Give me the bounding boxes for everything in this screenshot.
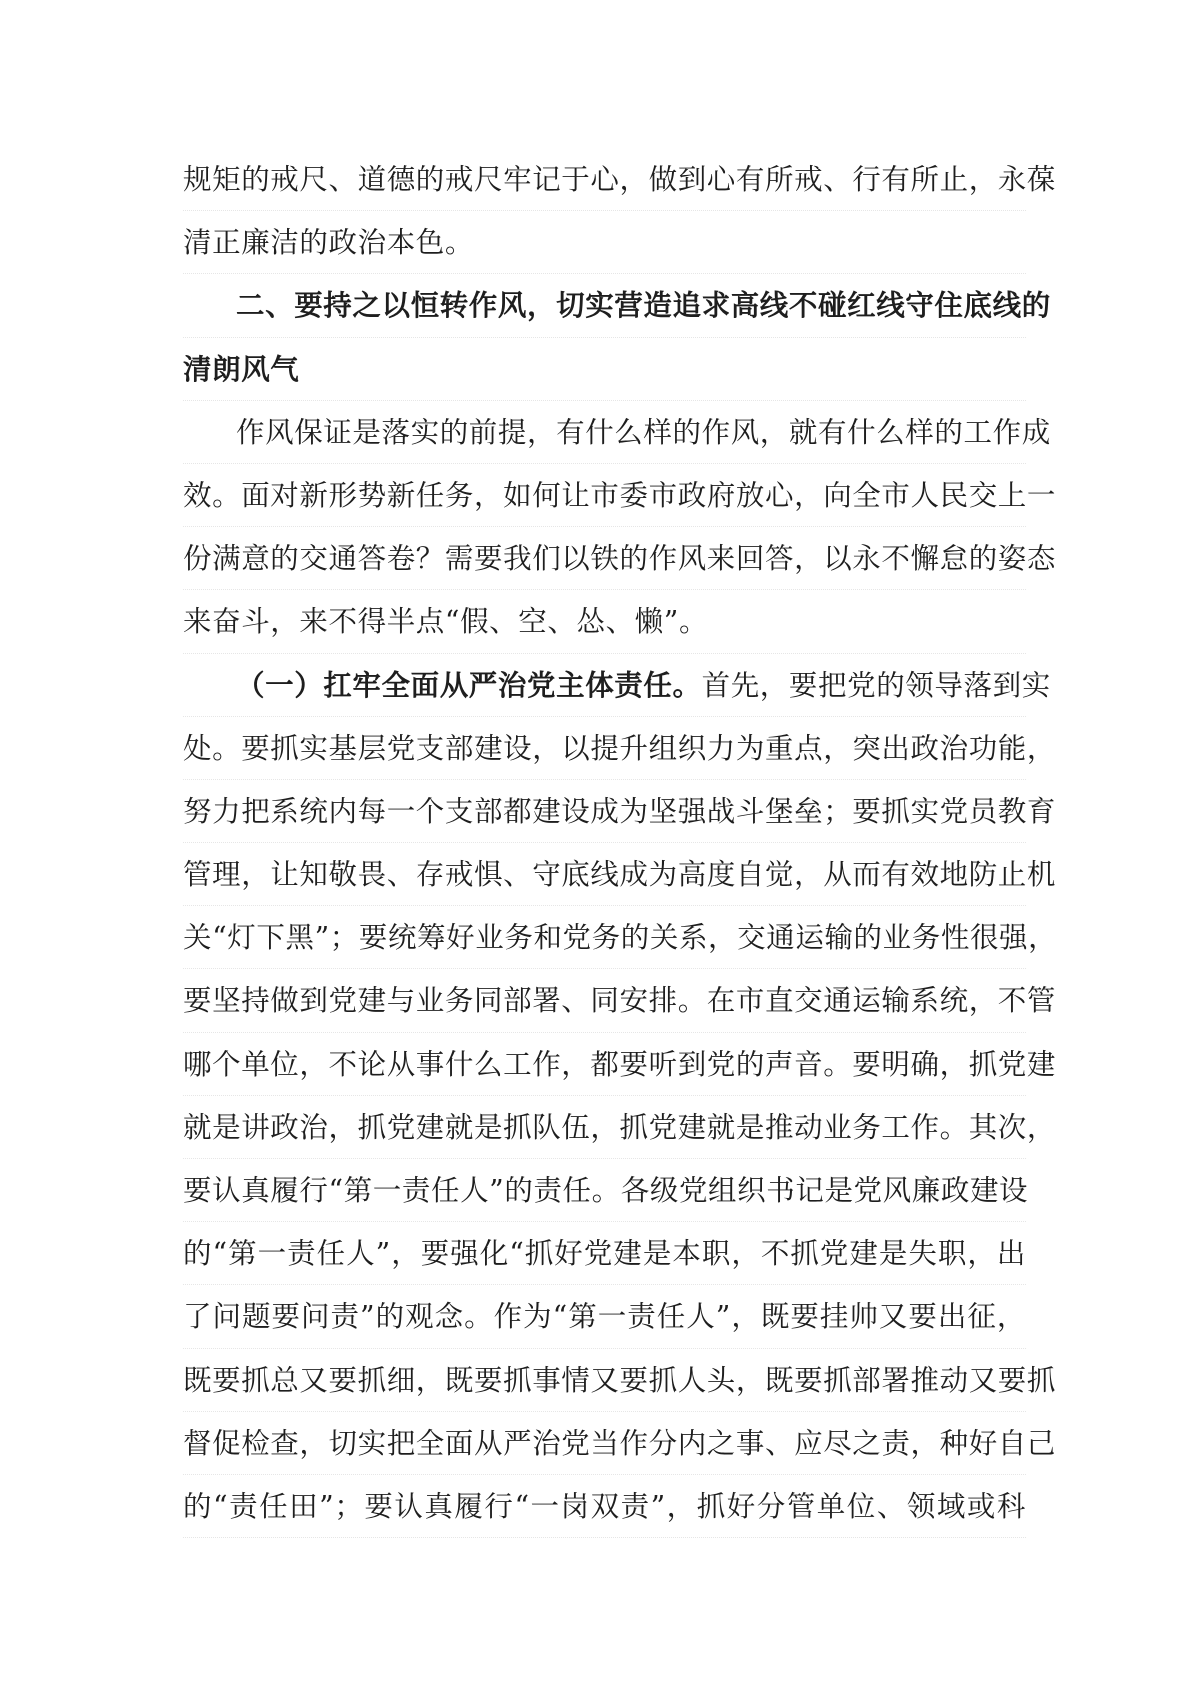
text-line: 清正廉洁的政治本色。 bbox=[183, 211, 1026, 274]
text-line: 既要抓总又要抓细，既要抓事情又要抓人头，既要抓部署推动又要抓 bbox=[183, 1349, 1026, 1412]
subsection-line bbox=[183, 654, 1051, 717]
text-line: 要认真履行“第一责任人”的责任。各级党组织书记是党风廉政建设 bbox=[183, 1159, 1026, 1222]
text-line: 关“灯下黑”；要统筹好业务和党务的关系，交通运输的业务性很强， bbox=[183, 906, 1026, 969]
text-line: 了问题要问责”的观念。作为“第一责任人”，既要挂帅又要出征， bbox=[183, 1285, 1026, 1348]
document-body bbox=[183, 148, 1058, 1538]
text-line: 效。面对新形势新任务，如何让市委市政府放心，向全市人民交上一 bbox=[183, 464, 1026, 527]
text-line: 来奋斗，来不得半点“假、空、怂、懒”。 bbox=[183, 590, 1026, 653]
text-line: 作风保证是落实的前提，有什么样的作风，就有什么样的工作成 bbox=[183, 401, 1026, 464]
text-line: 就是讲政治，抓党建就是抓队伍，抓党建就是推动业务工作。其次， bbox=[183, 1096, 1026, 1159]
text-line: 管理，让知敬畏、存戒惧、守底线成为高度自觉，从而有效地防止机 bbox=[183, 843, 1026, 906]
text-line: 的“责任田”；要认真履行“一岗双责”，抓好分管单位、领域或科 bbox=[183, 1475, 1026, 1538]
text-line: 份满意的交通答卷？需要我们以铁的作风来回答，以永不懈怠的姿态 bbox=[183, 527, 1026, 590]
subsection-text: 首先，要把党的领导落到实 bbox=[701, 668, 1051, 702]
text-line: 要坚持做到党建与业务同部署、同安排。在市直交通运输系统，不管 bbox=[183, 969, 1026, 1032]
text-line: 的“第一责任人”，要强化“抓好党建是本职，不抓党建是失职，出 bbox=[183, 1222, 1026, 1285]
text-line: 处。要抓实基层党支部建设，以提升组织力为重点，突出政治功能， bbox=[183, 717, 1026, 780]
text-line: 督促检查，切实把全面从严治党当作分内之事、应尽之责，种好自己 bbox=[183, 1412, 1026, 1475]
text-line: 哪个单位，不论从事什么工作，都要听到党的声音。要明确，抓党建 bbox=[183, 1033, 1026, 1096]
text-line: 努力把系统内每一个支部都建设成为坚强战斗堡垒；要抓实党员教育 bbox=[183, 780, 1026, 843]
text-line: 规矩的戒尺、道德的戒尺牢记于心，做到心有所戒、行有所止，永葆 bbox=[183, 148, 1026, 211]
section-heading-continuation: 清朗风气 bbox=[183, 338, 1026, 401]
section-heading: 二、要持之以恒转作风，切实营造追求高线不碰红线守住底线的 bbox=[183, 274, 1026, 337]
subsection-heading: （一）扛牢全面从严治党主体责任。 bbox=[236, 667, 702, 702]
